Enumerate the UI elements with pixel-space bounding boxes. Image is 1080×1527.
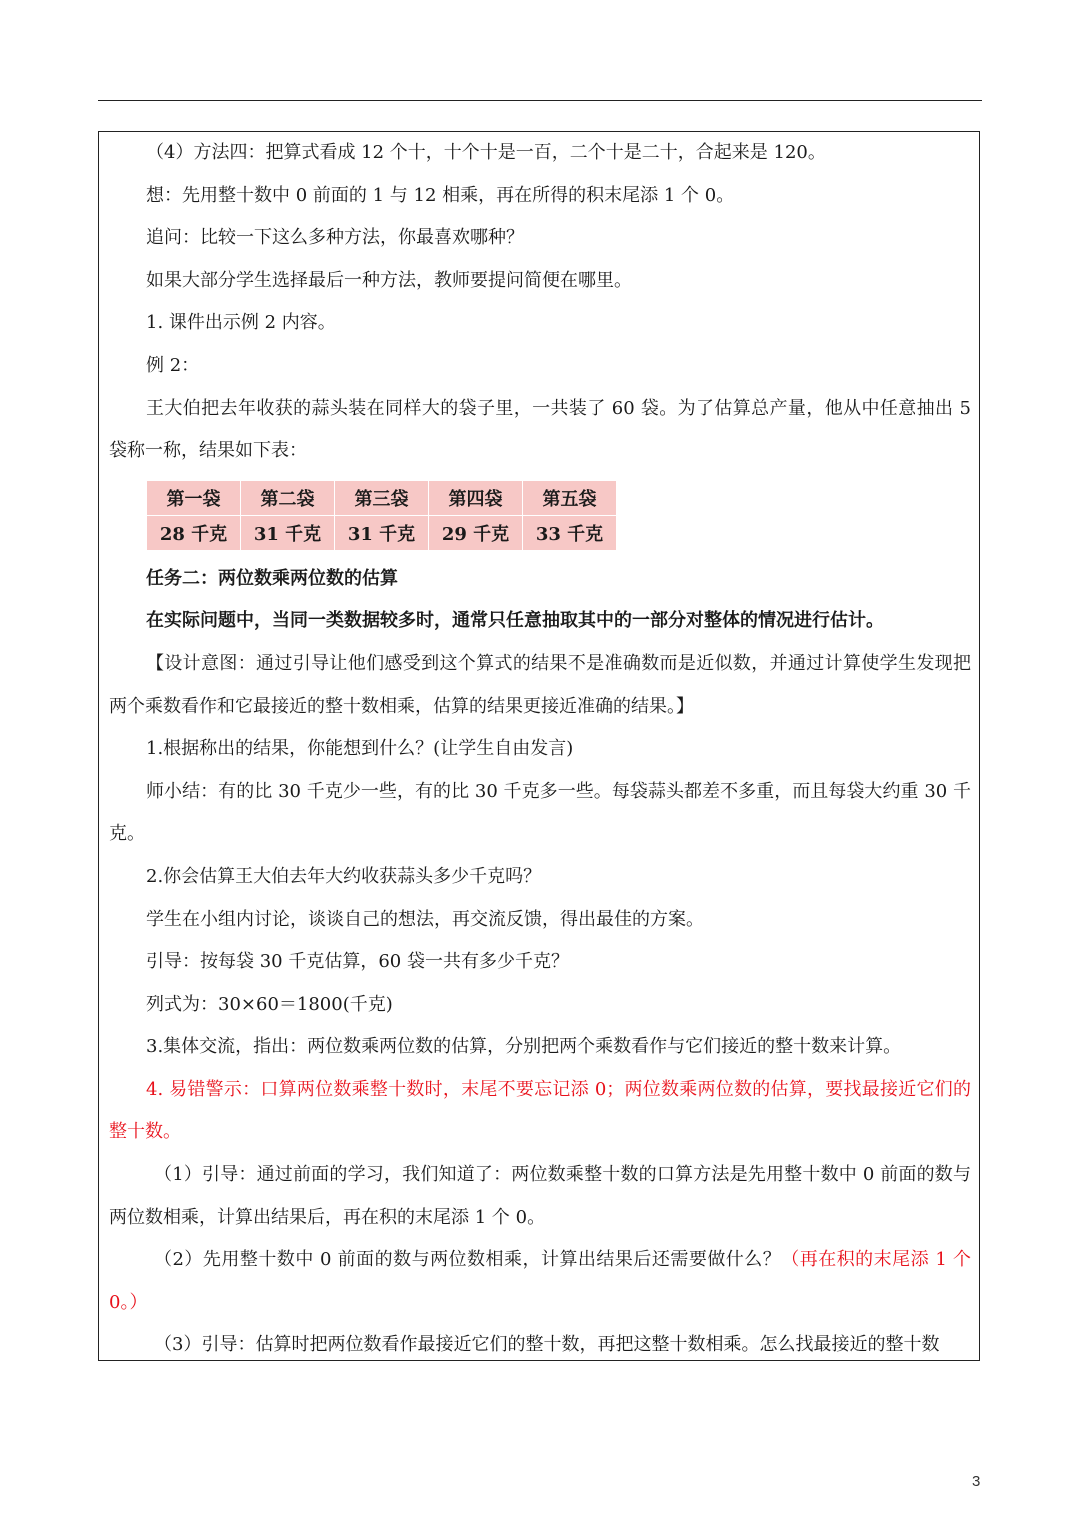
- design-intent: 【设计意图：通过引导让他们感受到这个算式的结果不是准确数而是近似数，并通过计算使学生发现把两个乘数看作和它最接近的整十数相乘，估算的结果更接近准确的结果。】: [109, 652, 971, 717]
- courseware-step: 1. 课件出示例 2 内容。: [146, 312, 336, 334]
- lesson-content-frame: [98, 131, 980, 1361]
- equation: 列式为：30×60＝1800(千克): [146, 993, 393, 1015]
- table-header-cell: 第二袋: [241, 481, 335, 516]
- lesson-content: [109, 132, 971, 1361]
- guidance: 引导：按每袋 30 千克估算，60 袋一共有多少千克？: [146, 951, 569, 973]
- table-cell: 33 千克: [535, 523, 604, 545]
- table-header-cell: 第四袋: [429, 481, 523, 516]
- think-paragraph: 想：先用整十数中 0 前面的 1 与 12 相乘，再在所得的积末尾添 1 个 0。: [146, 184, 735, 206]
- table-cell: 28 千克: [147, 515, 241, 550]
- table-row: [147, 515, 616, 550]
- guidance-two-answer: （再在积的末尾添 1 个 0。）: [109, 1249, 971, 1313]
- group-discussion: 学生在小组内讨论，谈谈自己的想法，再交流反馈，得出最佳的方案。: [146, 908, 704, 930]
- step-two: 2.你会估算王大伯去年大约收获蒜头多少千克吗？: [146, 865, 542, 887]
- header-rule: [98, 100, 982, 101]
- task-two-heading: 任务二：两位数乘两位数的估算: [146, 567, 398, 589]
- teacher-note: 如果大部分学生选择最后一种方法，教师要提问简便在哪里。: [146, 269, 632, 291]
- table-cell: 29 千克: [429, 515, 523, 550]
- sampling-statement: 在实际问题中，当同一类数据较多时，通常只任意抽取其中的一部分对整体的情况进行估计。: [146, 610, 884, 632]
- guidance-one: （1）引导：通过前面的学习，我们知道了：两位数乘整十数的口算方法是先用整十数中 0 前面的数与两位数相乘，计算出结果后，再在积的末尾添 1 个 0。: [109, 1164, 971, 1228]
- follow-up-question: 追问：比较一下这么多种方法，你最喜欢哪种？: [146, 227, 524, 249]
- teacher-summary: 师小结：有的比 30 千克少一些，有的比 30 千克多一些。每袋蒜头都差不多重，而且每袋大约重 30 千克。: [109, 780, 971, 845]
- guidance-two-question: （2）先用整十数中 0 前面的数与两位数相乘，计算出结果后还需要做什么？: [154, 1249, 782, 1271]
- table-cell: 31 千克: [241, 515, 335, 550]
- example-label: 例 2：: [146, 354, 200, 376]
- table-header-row: [147, 481, 616, 516]
- table-header-cell: 第三袋: [335, 481, 429, 516]
- table-header-cell: 第五袋: [523, 481, 617, 516]
- step-three: 3.集体交流，指出：两位数乘两位数的估算，分别把两个乘数看作与它们接近的整十数来计算。: [146, 1036, 902, 1058]
- method-four-paragraph: （4）方法四：把算式看成 12 个十，十个十是一百，二个十是二十，合起来是 120。: [146, 142, 826, 163]
- guidance-two: [109, 1239, 971, 1324]
- error-warning: 4. 易错警示：口算两位数乘整十数时，末尾不要忘记添 0；两位数乘两位数的估算，要找最接近它们的整十数。: [109, 1078, 971, 1143]
- table-header-cell: 第一袋: [147, 481, 241, 516]
- table-cell: 31 千克: [335, 515, 429, 550]
- step-one: 1.根据称出的结果，你能想到什么？(让学生自由发言): [146, 738, 574, 760]
- guidance-three: （3）引导：估算时把两位数看作最接近它们的整十数，再把这整十数相乘。怎么找最接近的整十数: [154, 1334, 940, 1356]
- example-problem: 王大伯把去年收获的蒜头装在同样大的袋子里，一共装了 60 袋。为了估算总产量，他从中任意抽出 5 袋称一称，结果如下表：: [109, 397, 971, 462]
- bag-weight-table: [147, 481, 616, 550]
- page-number: 3: [972, 1473, 981, 1490]
